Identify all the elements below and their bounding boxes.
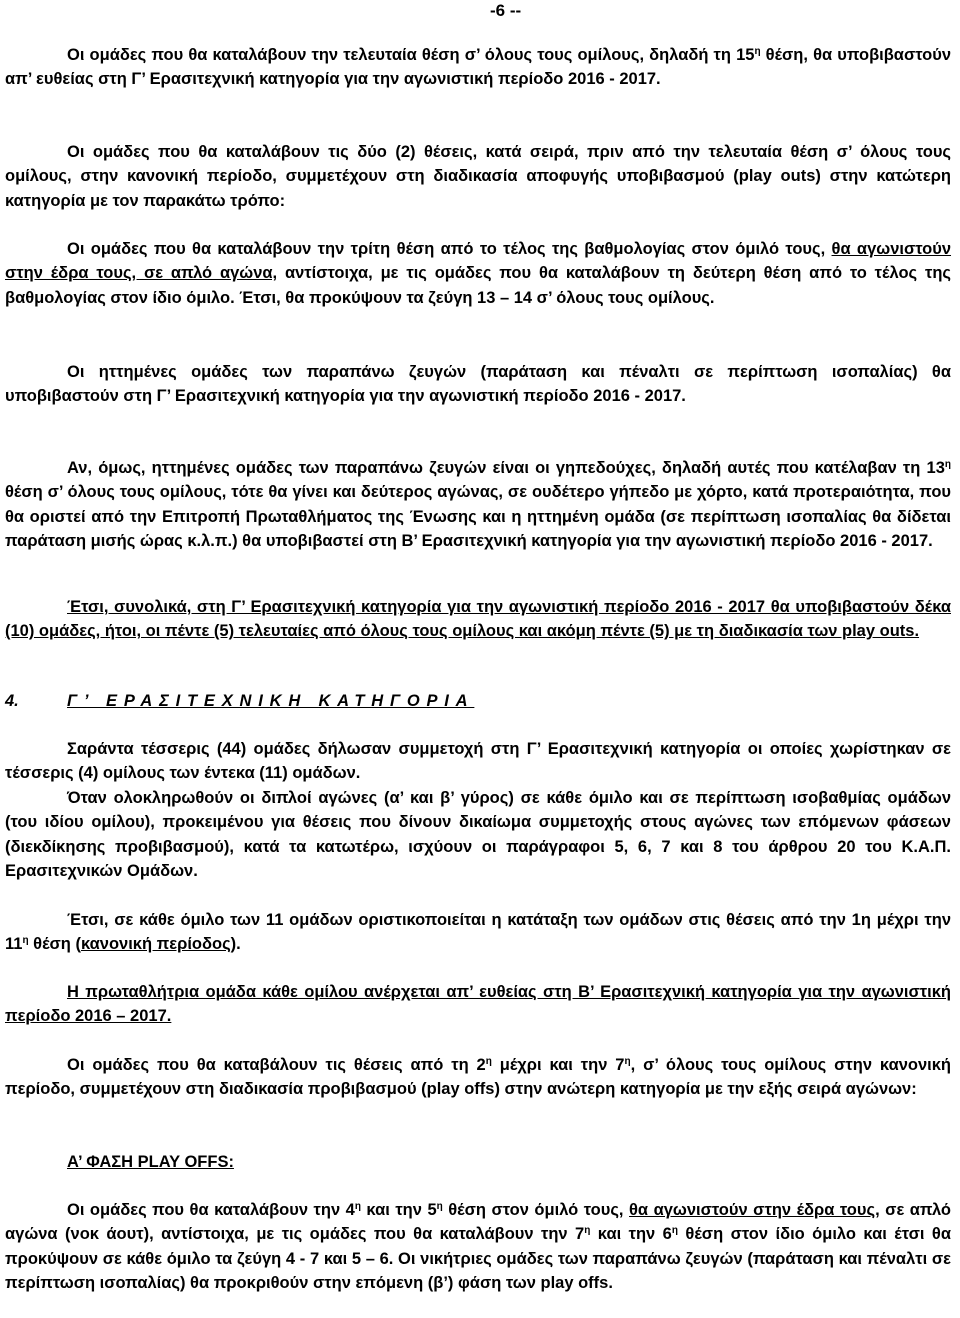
subheading-phase-a: Α’ ΦΑΣΗ PLAY OFFS: xyxy=(67,1153,234,1171)
paragraph-play-offs-intro xyxy=(5,1053,951,1102)
underlined-text: θα αγωνιστούν στην έδρα τους xyxy=(629,1201,876,1219)
superscript: η xyxy=(22,935,29,947)
paragraph-relegation-last-place xyxy=(5,43,951,92)
paragraph-second-match xyxy=(5,456,951,553)
paragraph-total-relegated: Έτσι, συνολικά, στη Γ’ Ερασιτεχνική κατηγορία για την αγωνιστική περίοδο 2016 - 2017 θα υποβιβαστούν δέκα (10) ομάδες, ήτοι, οι πέντε (5) τελευταίες από όλους τους ομίλους και ακόμη πέντε (5) με τη διαδικασία των play outs. xyxy=(5,598,951,641)
paragraph-participation: Σαράντα τέσσερις (44) ομάδες δήλωσαν συμμετοχή στη Γ’ Ερασιτεχνική κατηγορία οι οποίες χωρίστηκαν σε τέσσερις (4) ομίλους των έντεκα (11) ομάδων. xyxy=(5,740,951,783)
paragraph-champion-promoted: Η πρωταθλήτρια ομάδα κάθε ομίλου ανέρχεται απ’ ευθείας στη Β’ Ερασιτεχνική κατηγορία για την αγωνιστική περίοδο 2016 – 2017. xyxy=(5,983,951,1026)
superscript: η xyxy=(354,1201,361,1212)
superscript: η xyxy=(944,459,951,470)
text: θέση στον ίδιο όμιλο και έτσι θα προκύψουν σε κάθε όμιλο τα ζεύγη 4 - 7 και 5 – 6. Οι νικήτριες ομάδες των παραπάνω ζευγών (παράταση και πέναλτι σε περίπτωση ισοπαλίας) θα προκριθούν στην επόμενη (β’) φάση των play offs. xyxy=(5,1225,951,1292)
text: Οι ομάδες που θα καταλάβουν την 4 xyxy=(67,1201,355,1219)
text: θέση στον όμιλό τους, xyxy=(442,1201,630,1219)
text: , σε απλό αγώνα (νοκ άουτ), αντίστοιχα, με τις ομάδες που θα καταλάβουν την 7 xyxy=(5,1201,951,1244)
text: θέση σ’ όλους τους ομίλους, τότε θα γίνει και δεύτερος αγώνας, σε ουδέτερο γήπεδο με χόρτο, κατά προτεραιότητα, που θα οριστεί από την Επιτροπή Πρωταθλήματος της Ένωσης και η ηττημένη ομάδα (σε περίπτωση ισοπαλίας θα δίδεται παράταση μισής ώρας κ.λ.π.) θα υποβιβαστεί στη Β’ Ερασιτεχνική κατηγορία για την αγωνιστική περίοδο 2016 - 2017. xyxy=(5,483,951,550)
superscript: η xyxy=(584,1225,591,1237)
paragraph-final-ranking xyxy=(5,908,951,957)
paragraph-play-outs-intro: Οι ομάδες που θα καταλάβουν τις δύο (2) θέσεις, κατά σειρά, πριν από την τελευταία θέση σ’ όλους τους ομίλους, στην κανονική περίοδο, συμμετέχουν στη διαδικασία αποφυγής υποβιβασμού (play outs) στην κατώτερη κατηγορία με τον παρακάτω τρόπο: xyxy=(5,143,951,210)
text: και την 5 xyxy=(360,1201,437,1219)
text: Οι ομάδες που θα καταλάβουν την τρίτη θέση από το τέλος της βαθμολογίας στον όμιλό τους, xyxy=(67,240,832,258)
paragraph-losers-relegated: Οι ηττημένες ομάδες των παραπάνω ζευγών (παράταση και πέναλτι σε περίπτωση ισοπαλίας) θα υποβιβαστούν στη Γ’ Ερασιτεχνική κατηγορία για την αγωνιστική περίοδο 2016 - 2017. xyxy=(5,363,951,406)
paragraph-phase-a-rules xyxy=(5,1198,951,1295)
superscript: η xyxy=(485,1056,492,1067)
text: ). xyxy=(230,935,241,954)
underlined-text: κανονική περίοδος xyxy=(80,935,231,954)
superscript: η xyxy=(671,1225,678,1237)
text: θέση ( xyxy=(28,935,81,954)
text: Αν, όμως, ηττημένες ομάδες των παραπάνω ζευγών είναι οι γηπεδούχες, δηλαδή αυτές που κατέλαβαν τη 13 xyxy=(67,459,945,477)
section-title: Γ’ ΕΡΑΣΙΤΕΧΝΙΚΗ ΚΑΤΗΓΟΡΙΑ xyxy=(67,692,475,710)
text: και την 6 xyxy=(590,1225,672,1244)
text: μέχρι και την 7 xyxy=(491,1056,625,1074)
paragraph-tie-rules: Όταν ολοκληρωθούν οι διπλοί αγώνες (α’ και β’ γύρος) σε κάθε όμιλο και σε περίπτωση ισοβαθμίας ομάδων (του ιδίου ομίλου), προκειμένου για θέσεις που δίνουν δικαίωμα συμμετοχής στους αγώνες των επόμενων φάσεων (διεκδίκησης προβιβασμού), κατά τα κατωτέρω, ισχύουν οι παράγραφοι 5, 6, 7 και 8 του άρθρου 20 του Κ.Α.Π. Ερασιτεχνικών Ομάδων. xyxy=(5,789,951,880)
section-heading xyxy=(5,692,474,711)
text: αντίστοιχα, με τις ομάδες που θα καταλάβουν τη δεύτερη θέση από το τέλος της βαθμολογίας στον ίδιο όμιλο. Έτσι, θα προκύψουν τα ζεύγη 13 – 14 σ’ όλους τους ομίλους. xyxy=(5,264,951,307)
text: Έτσι, σε κάθε όμιλο των 11 ομάδων οριστικοποιείται η κατάταξη των ομάδων στις θέσεις από την 1η μέχρι την 11 xyxy=(5,911,951,954)
paragraph-play-outs-pairs xyxy=(5,237,951,310)
text: , σ’ όλους τους ομίλους στην κανονική περίοδο, συμμετέχουν στη διαδικασία προβιβασμού (play offs) στην ανώτερη κατηγορία με την εξής σειρά αγώνων: xyxy=(5,1056,952,1099)
superscript: η xyxy=(624,1056,631,1067)
text: Οι ομάδες που θα καταβάλουν τις θέσεις από τη 2 xyxy=(67,1056,486,1074)
text: Οι ομάδες που θα καταλάβουν την τελευταία θέση σ’ όλους τους ομίλους, δηλαδή τη 15 xyxy=(67,46,755,64)
page-number: -6 -- xyxy=(490,1,522,20)
text: θέση, θα υποβιβαστούν απ’ ευθείας στη Γ’ Ερασιτεχνική κατηγορία για την αγωνιστική περίοδο 2016 - 2017. xyxy=(5,46,952,89)
section-number: 4. xyxy=(5,692,19,710)
superscript: η xyxy=(436,1201,443,1212)
underlined-text: θα αγωνιστούν στην έδρα τους, σε απλό αγώνα, xyxy=(5,240,952,283)
superscript: η xyxy=(754,46,761,57)
